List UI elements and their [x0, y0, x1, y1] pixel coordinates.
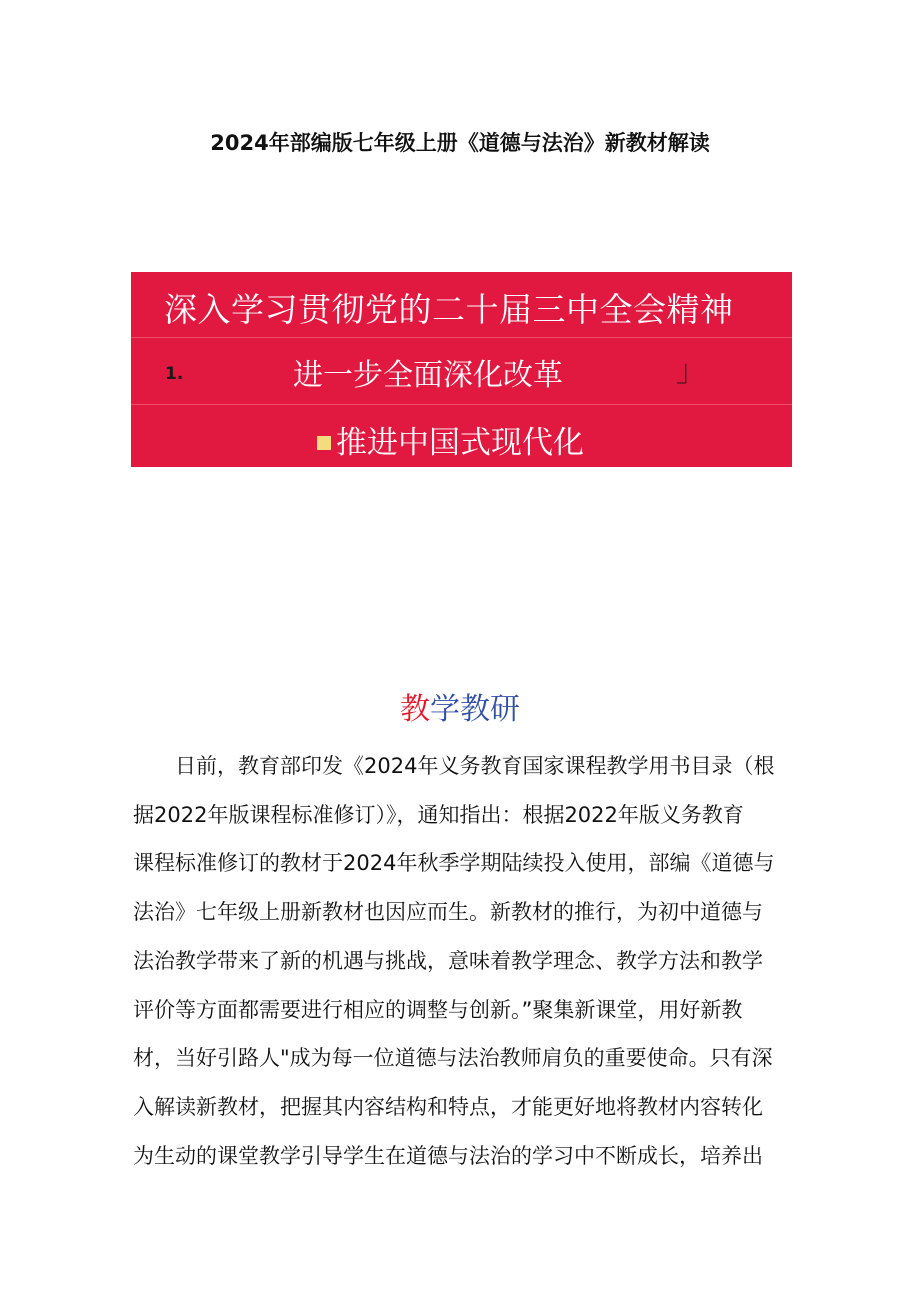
- banner-line-3-text: 推进中国式现代化: [336, 425, 584, 461]
- banner-number: 1.: [165, 364, 184, 384]
- banner-line-1: 深入学习贯彻党的二十届三中全会精神: [164, 290, 734, 329]
- banner-row-1: [131, 272, 792, 336]
- body-line: 评价等方面都需要进行相应的调整与创新。”聚集新课堂，用好新教: [133, 997, 743, 1022]
- section-heading-red: 教: [400, 692, 430, 727]
- banner-row-2: [131, 338, 792, 402]
- banner-line-2: 进一步全面深化改革: [293, 358, 563, 393]
- section-heading: [0, 684, 920, 728]
- banner-row-3: [131, 405, 792, 467]
- banner-bracket: 」: [676, 354, 706, 389]
- body-line: 据2022年版课程标准修订）》，通知指出：根据2022年版义务教育: [133, 802, 744, 827]
- document-title: 2024年部编版七年级上册《道德与法治》新教材解读: [210, 131, 710, 155]
- body-line: 材，当好引路人"成为每一位道德与法治教师肩负的重要使命。只有深: [133, 1046, 773, 1071]
- body-line: 法治教学带来了新的机遇与挑战，意味着教学理念、教学方法和教学: [133, 948, 763, 973]
- bullet-square-icon: [317, 436, 331, 450]
- body-line: 法治》七年级上册新教材也因应而生。新教材的推行，为初中道德与: [133, 900, 763, 925]
- body-line: 入解读新教材，把握其内容结构和特点，才能更好地将教材内容转化: [133, 1094, 763, 1119]
- body-paragraph: [133, 742, 790, 1180]
- body-line: 日前，教育部印发《2024年义务教育国家课程教学用书目录（根: [175, 754, 775, 778]
- body-line: 课程标准修订的教材于2024年秋季学期陆续投入使用，部编《道德与: [133, 851, 775, 876]
- theme-banner: [131, 272, 792, 467]
- section-heading-blue: 学教研: [430, 692, 520, 727]
- body-line: 为生动的课堂教学引导学生在道德与法治的学习中不断成长，培养出: [133, 1143, 763, 1168]
